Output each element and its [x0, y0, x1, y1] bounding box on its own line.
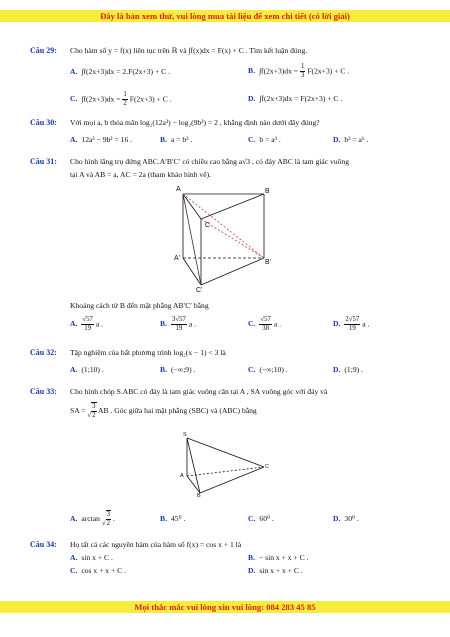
- question-30-option-b: B. a = b³ .: [160, 135, 193, 144]
- question-32-stem: Tập nghiệm của bất phương trình log₂(x − 1) < 3 là: [70, 348, 226, 357]
- question-30-option-c: C. b = a³ .: [248, 135, 281, 144]
- question-33-option-d: D. 30⁰ .: [333, 514, 359, 523]
- question-29-option-d: D. ∫f(2x+3)dx = F(2x+3) + C .: [248, 94, 343, 103]
- question-29-option-b: B. ∫f(2x+3)dx = $\frac{1}{3}$ F(2x+3) + C .: [248, 63, 350, 79]
- prism-vertex-b: B: [265, 188, 270, 195]
- question-31-stem-line2: tại A và AB = a, AC = 2a (tham khảo hình vẽ).: [70, 170, 212, 179]
- header-banner: Đây là bản xem thử, vui lòng mua tài liệu để xem chi tiết (có lời giải): [0, 10, 450, 22]
- question-34-option-a: A. sin x + C .: [70, 553, 113, 562]
- question-33-option-a: A. arctan √ $\frac{3}{2}$ .: [70, 511, 115, 527]
- question-30-label: Câu 30:: [30, 118, 57, 127]
- question-33-option-b: B. 45⁰ .: [160, 514, 186, 523]
- prism-vertex-a1: A': [174, 255, 181, 262]
- question-31-option-c: C. $\frac{√57}{38}$ a .: [248, 316, 281, 332]
- question-32-option-c: C. (−∞;10) .: [248, 365, 288, 374]
- question-33-stem-line2: SA = √ $\frac{3}{2}$ AB . Góc giữa hai mặt phẳng (SBC) và (ABC) bằng: [70, 403, 257, 419]
- question-33-option-c: C. 60⁰ .: [248, 514, 274, 523]
- question-32-option-b: B. (−∞;9) .: [160, 365, 196, 374]
- question-29-option-c: C. ∫f(2x+3)dx = $\frac{1}{2}$ F(2x+3) + C .: [70, 91, 172, 107]
- prism-vertex-c: C: [205, 222, 211, 229]
- question-33-label: Câu 33:: [30, 387, 57, 396]
- question-29-label: Câu 29:: [30, 46, 57, 55]
- question-30-option-d: D. b² = a⁶ .: [333, 135, 369, 144]
- footer-banner: Mọi thắc mắc vui lòng xin vui lòng: 084 283 45 85: [0, 601, 450, 613]
- question-31-option-b: B. $\frac{3√57}{19}$ a .: [160, 316, 196, 332]
- question-29-option-a: A. ∫f(2x+3)dx = 2.F(2x+3) + C .: [70, 67, 170, 76]
- question-31-option-a: A. $\frac{√57}{19}$ a .: [70, 316, 103, 332]
- question-34-option-b: B. − sin x + x + C .: [248, 553, 309, 562]
- question-31-option-d: D. $\frac{2√57}{19}$ a .: [333, 316, 370, 332]
- question-33-stem-line1: Cho hình chóp S.ABC có đáy là tam giác vuông cân tại A , SA vuông góc với đáy và: [70, 387, 328, 396]
- question-32-label: Câu 32:: [30, 348, 57, 357]
- question-30-stem: Với mọi a, b thỏa mãn log₂(12a³) − log₂(9b²) = 2 , khẳng định nào dưới đây đúng?: [70, 118, 320, 127]
- question-32-option-d: D. (1;9) .: [333, 365, 363, 374]
- prism-vertex-c1: C': [196, 287, 203, 294]
- pyramid-vertex-c: C: [265, 464, 269, 470]
- question-31-stem-line1: Cho hình lăng trụ đứng ABC.A′B′C′ có chiều cao bằng a√3 , có đáy ABC là tam giác vuông: [70, 157, 350, 166]
- question-34-label: Câu 34:: [30, 540, 57, 549]
- question-31-label: Câu 31:: [30, 157, 57, 166]
- question-34-stem: Họ tất cả các nguyên hàm của hàm số f(x) = cos x + 1 là: [70, 540, 242, 549]
- question-31-question: Khoảng cách từ B đến mặt phẳng AB′C′ bằng: [70, 301, 209, 310]
- pyramid-vertex-b: B: [197, 493, 201, 499]
- question-34-option-c: C. cos x + x + C .: [70, 566, 127, 575]
- question-34-option-d: D. sin x + x + C .: [248, 566, 303, 575]
- prism-vertex-a: A: [176, 186, 181, 193]
- prism-figure: [170, 182, 280, 297]
- pyramid-figure: [176, 430, 276, 502]
- question-32-option-a: A. (1;10) .: [70, 365, 104, 374]
- pyramid-vertex-s: S: [183, 432, 187, 438]
- prism-vertex-b1: B': [265, 259, 272, 266]
- pyramid-vertex-a: A: [180, 473, 184, 479]
- question-30-option-a: A. 12a³ − 9b² = 16 .: [70, 135, 133, 144]
- question-29-stem: Cho hàm số y = f(x) liên tục trên ℝ và ∫f(x)dx = F(x) + C . Tìm kết luận đúng.: [70, 46, 308, 55]
